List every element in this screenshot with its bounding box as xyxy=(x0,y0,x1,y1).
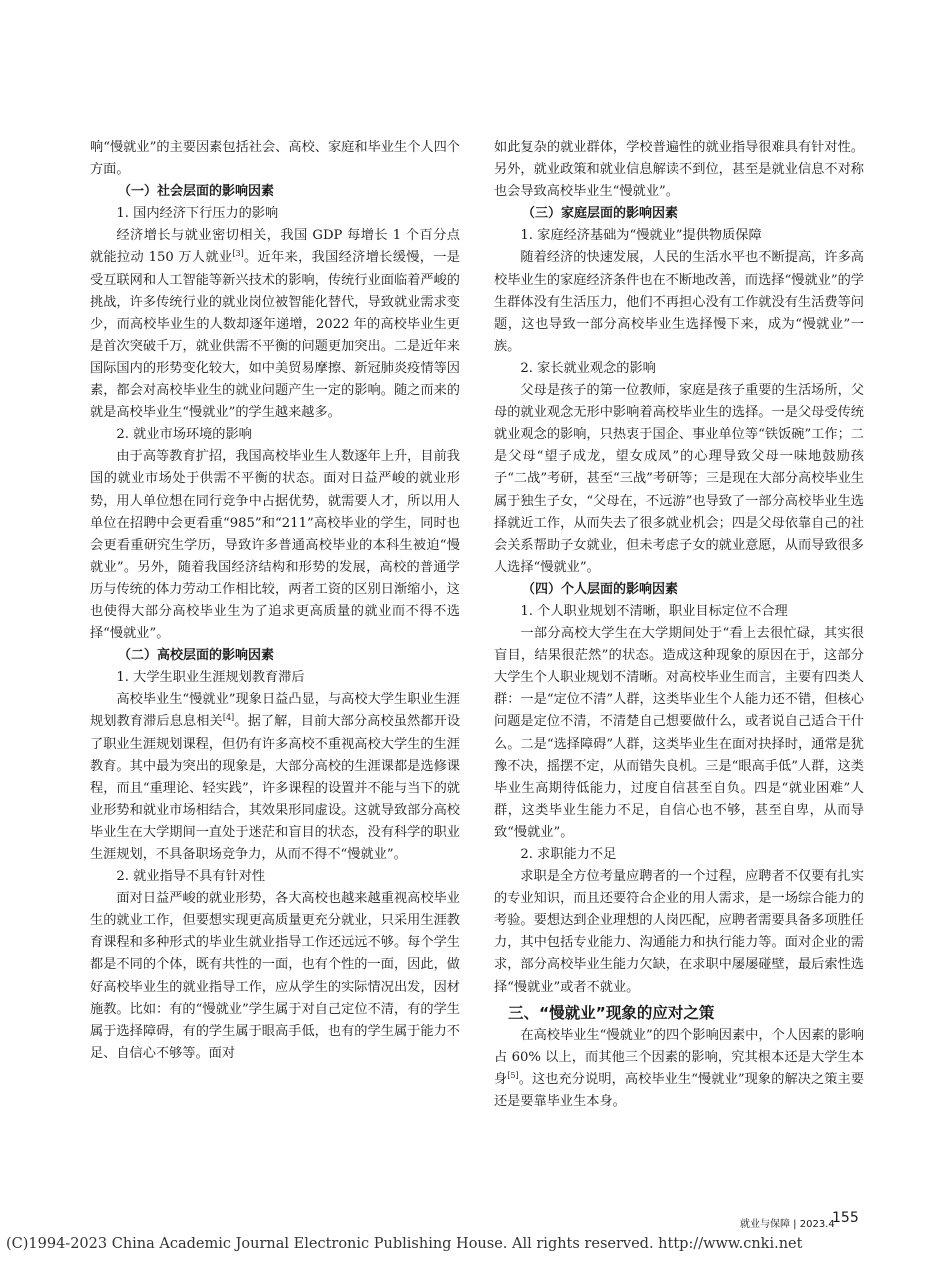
journal-footer: 就业与保障 | 2023.4 xyxy=(740,1219,835,1230)
paragraph: 如此复杂的就业群体，学校普遍性的就业指导很难具有针对性。另外，就业政策和就业信息解读不到位，甚至是就业信息不对称也会导致高校毕业生“慢就业”。 xyxy=(494,140,864,200)
sub-subsection-heading: 1. 大学生职业生涯规划教育滞后 xyxy=(116,670,305,686)
paragraph-text: 在高校毕业生“慢就业”的四个影响因素中，个人因素的影响占 60% 以上，而其他三个因素的影响，究其根本还是大学生本身 xyxy=(494,1027,864,1087)
sub-subsection-heading: 1. 国内经济下行压力的影响 xyxy=(116,206,279,222)
page-number: 155 xyxy=(832,1210,859,1226)
paragraph-text: 高校毕业生“慢就业”现象日益凸显，与高校大学生职业生涯规划教育滞后息息相关 xyxy=(90,692,460,730)
paragraph: 随着经济的快速发展，人民的生活水平也不断提高，许多高校毕业生的家庭经济条件也在不断地改善，而选择“慢就业”的学生群体没有生活压力，他们不再担心没有工作就没有生活费等问题，这也导致一部分高校毕业生选择慢下来，成为“慢就业”一族。 xyxy=(494,250,864,354)
paragraph xyxy=(90,225,460,424)
citation-ref: [5] xyxy=(507,1070,519,1080)
sub-subsection-heading: 2. 就业指导不具有针对性 xyxy=(116,869,266,885)
section-heading: 三、“慢就业”现象的应对之策 xyxy=(508,1003,715,1022)
citation-ref: [3] xyxy=(232,249,244,259)
paragraph: 面对日益严峻的就业形势，各大高校也越来越重视高校毕业生的就业工作，但要想实现更高质量更充分就业，只采用生涯教育课程和多种形式的毕业生就业指导工作还远远不够。每个学生都是不同的个体，既有共性的一面，也有个性的一面，因此，做好高校毕业生的就业指导工作，应从学生的实际情况出发，因材施教。比如：有的“慢就业”学生属于对自己定位不清，有的学生属于选择障碍，有的学生属于眼高手低，也有的学生属于能力不足、自信心不够等。面对 xyxy=(90,891,460,1061)
subsection-heading: （三）家庭层面的影响因素 xyxy=(522,206,679,222)
citation-ref: [4] xyxy=(222,713,235,723)
paragraph: 响“慢就业”的主要因素包括社会、高校、家庭和毕业生个人四个方面。 xyxy=(90,140,460,178)
copyright-line: (C)1994-2023 China Academic Journal Electronic Publishing House. All rights reserved. http://www.cnki.net xyxy=(6,1236,803,1252)
paragraph-text: 。这也充分说明，高校毕业生“慢就业”现象的解决之策主要还是要靠毕业生本身。 xyxy=(494,1071,865,1109)
sub-subsection-heading: 1. 家庭经济基础为“慢就业”提供物质保障 xyxy=(520,228,762,244)
sub-subsection-heading: 2. 家长就业观念的影响 xyxy=(520,360,656,376)
paragraph-text: 。近年来，我国经济增长缓慢，一是受互联网和人工智能等新兴技术的影响，传统行业面临着严峻的挑战，许多传统行业的就业岗位被智能化替代，导致就业需求变少，而高校毕业生的人数却逐年递增，2022 年的高校毕业生更是首次突破千万，就业供需不平衡的问题更加突出。二是近年来国际国内的形势变化较大，如中美贸易摩擦、新冠肺炎疫情等因素，都会对高校毕业生的就业问题产生一定的影响。随之而来的就是高校毕业生“慢就业”的学生越来越多。 xyxy=(90,250,460,421)
paragraph-text: 。据了解，目前大部分高校虽然都开设了职业生涯规划课程，但仍有许多高校不重视高校大学生的生涯教育。其中最为突出的现象是，大部分高校的生涯课都是选修课程，而且“重理论、轻实践”，许多课程的设置并不能与当下的就业形势和就业市场相结合，其效果形同虚设。这就导致部分高校毕业生在大学期间一直处于迷茫和盲目的状态，没有科学的职业生涯规划，不具备职场竞争力，从而不得不“慢就业”。 xyxy=(90,714,461,862)
paragraph: 一部分高校大学生在大学期间处于“看上去很忙碌，其实很盲目，结果很茫然”的状态。造成这种现象的原因在于，这部分大学生个人职业规划不清晰。对高校毕业生而言，主要有四类人群：一是“定位不清”人群，这类毕业生个人能力还不错，但核心问题是定位不清，不清楚自己想要做什么，或者说自己适合干什么。二是“选择障碍”人群，这类毕业生在面对抉择时，通常是犹豫不决，摇摆不定，从而错失良机。三是“眼高手低”人群，这类毕业生高期待低能力，过度自信甚至自负。四是“就业困难”人群，这类毕业生能力不足，自信心也不够，甚至自卑，从而导致“慢就业”。 xyxy=(494,626,864,840)
sub-subsection-heading: 1. 个人职业规划不清晰，职业目标定位不合理 xyxy=(520,603,788,619)
sub-subsection-heading: 2. 就业市场环境的影响 xyxy=(116,427,252,443)
paragraph xyxy=(494,1025,864,1113)
paragraph: 父母是孩子的第一位教师，家庭是孩子重要的生活场所，父母的就业观念无形中影响着高校毕业生的选择。一是父母受传统就业观念的影响，只热衷于国企、事业单位等“铁饭碗”工作；二是父母“望子成龙，望女成凤”的心理导致父母一味地鼓励孩子“二战”考研，甚至“三战”考研等；三是现在大部分高校毕业生属于独生子女，“父母在，不远游”也导致了一部分高校毕业生选择就近工作，从而失去了很多就业机会；四是父母依靠自己的社会关系帮助子女就业，但未考虑子女的就业意愿，从而导致很多人选择“慢就业”。 xyxy=(494,383,864,575)
subsection-heading: （二）高校层面的影响因素 xyxy=(118,648,275,664)
right-column xyxy=(494,137,864,1113)
subsection-heading: （一）社会层面的影响因素 xyxy=(118,184,275,200)
paragraph: 求职是全方位考量应聘者的一个过程，应聘者不仅要有扎实的专业知识，而且还要符合企业的用人需求，是一场综合能力的考验。要想达到企业理想的人岗匹配，应聘者需要具备多项胜任力，其中包括专业能力、沟通能力和执行能力等。面对企业的需求，部分高校毕业生能力欠缺，在求职中屡屡碰壁，最后索性选择“慢就业”或者不就业。 xyxy=(494,869,864,995)
paragraph xyxy=(90,689,460,866)
subsection-heading: （四）个人层面的影响因素 xyxy=(522,581,679,597)
paragraph: 由于高等教育扩招，我国高校毕业生人数逐年上升，目前我国的就业市场处于供需不平衡的状态。面对日益严峻的就业形势，用人单位想在同行竞争中占据优势，就需要人才，所以用人单位在招聘中会更看重“985”和“211”高校毕业的学生，同时也会更看重研究生学历，导致许多普通高校毕业的本科生被迫“慢就业”。另外，随着我国经济结构和形势的发展，高校的普通学历与传统的体力劳动工作相比较，两者工资的区别日渐缩小，这也使得大部分高校毕业生为了追求更高质量的就业而不得不选择“慢就业”。 xyxy=(90,449,460,642)
sub-subsection-heading: 2. 求职能力不足 xyxy=(520,847,617,862)
paragraph-text: 经济增长与就业密切相关，我国 GDP 每增长 1 个百分点就能拉动 150 万人就业 xyxy=(90,228,460,266)
left-column xyxy=(90,137,460,1065)
